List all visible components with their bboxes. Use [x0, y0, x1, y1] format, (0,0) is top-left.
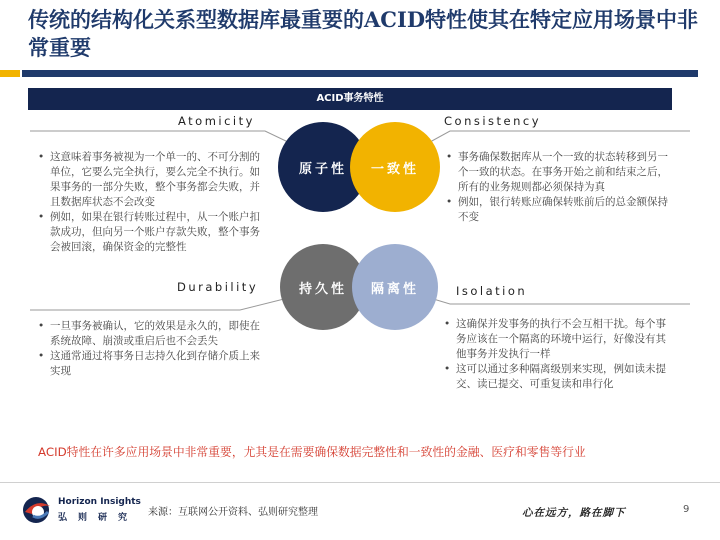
source-text: 来源：互联网公开资料、弘则研究整理 — [148, 507, 318, 518]
atomicity-bullet: • 例如，如果在银行转账过程中，从一个账户扣款成功，但向另一个账户存款失败，整个事务会被回滚，确保资金的完整性 — [38, 210, 266, 255]
atomicity-description — [38, 150, 266, 255]
consistency-label: Consistency — [444, 114, 542, 128]
consistency-bullet: • 事务确保数据库从一个一致的状态转移到另一个一致的状态。在事务开始之前和结束之后，所有的业务规则都必须保持为真 — [446, 150, 668, 195]
durability-bullet: • 一旦事务被确认，它的效果是永久的，即使在系统故障、崩溃或重启后也不会丢失 — [38, 319, 260, 349]
logo-text-en: Horizon Insights — [58, 497, 141, 507]
page-number: 9 — [683, 504, 690, 515]
summary-note: ACID特性在许多应用场景中非常重要，尤其是在需要确保数据完整性和一致性的金融、医疗和零售等行业 — [38, 445, 586, 459]
consistency-description — [446, 150, 668, 225]
acid-header-band: ACID事务特性 — [28, 88, 672, 110]
isolation-description — [444, 317, 668, 392]
atomicity-bullet: • 这意味着事务被视为一个单一的、不可分割的单位，它要么完全执行，要么完全不执行。如果事务的一部分失败，整个事务都会失败，并且数据库状态不会改变 — [38, 150, 266, 210]
consistency-bullet: • 例如，银行转账应确保转账前后的总金额保持不变 — [446, 195, 668, 225]
horizon-logo-icon — [20, 494, 56, 526]
atomicity-circle: 原子性 — [278, 122, 368, 212]
slogan: 心在远方，路在脚下 — [522, 507, 626, 519]
durability-connector — [30, 298, 288, 310]
footer-rule — [0, 482, 720, 483]
atomicity-label: Atomicity — [178, 114, 255, 128]
isolation-label: Isolation — [456, 284, 528, 298]
durability-description — [38, 319, 260, 379]
durability-circle: 持久性 — [280, 244, 366, 330]
consistency-circle: 一致性 — [350, 122, 440, 212]
durability-label: Durability — [177, 280, 259, 294]
logo-text-cn: 弘则研究 — [58, 513, 139, 523]
atomicity-connector — [30, 131, 288, 142]
isolation-connector — [430, 298, 690, 304]
consistency-connector — [430, 131, 690, 142]
isolation-bullet: • 这可以通过多种隔离级别来实现，例如读未提交、读已提交、可重复读和串行化 — [444, 362, 668, 392]
slide-title: 传统的结构化关系型数据库最重要的ACID特性使其在特定应用场景中非常重要 — [28, 7, 699, 60]
isolation-circle: 隔离性 — [352, 244, 438, 330]
title-rule — [22, 70, 698, 77]
isolation-bullet: • 这确保并发事务的执行不会互相干扰。每个事务应该在一个隔离的环境中运行，好像没有其他事务并发执行一样 — [444, 317, 668, 362]
durability-bullet: • 这通常通过将事务日志持久化到存储介质上来实现 — [38, 349, 260, 379]
title-accent-bar — [0, 70, 20, 77]
